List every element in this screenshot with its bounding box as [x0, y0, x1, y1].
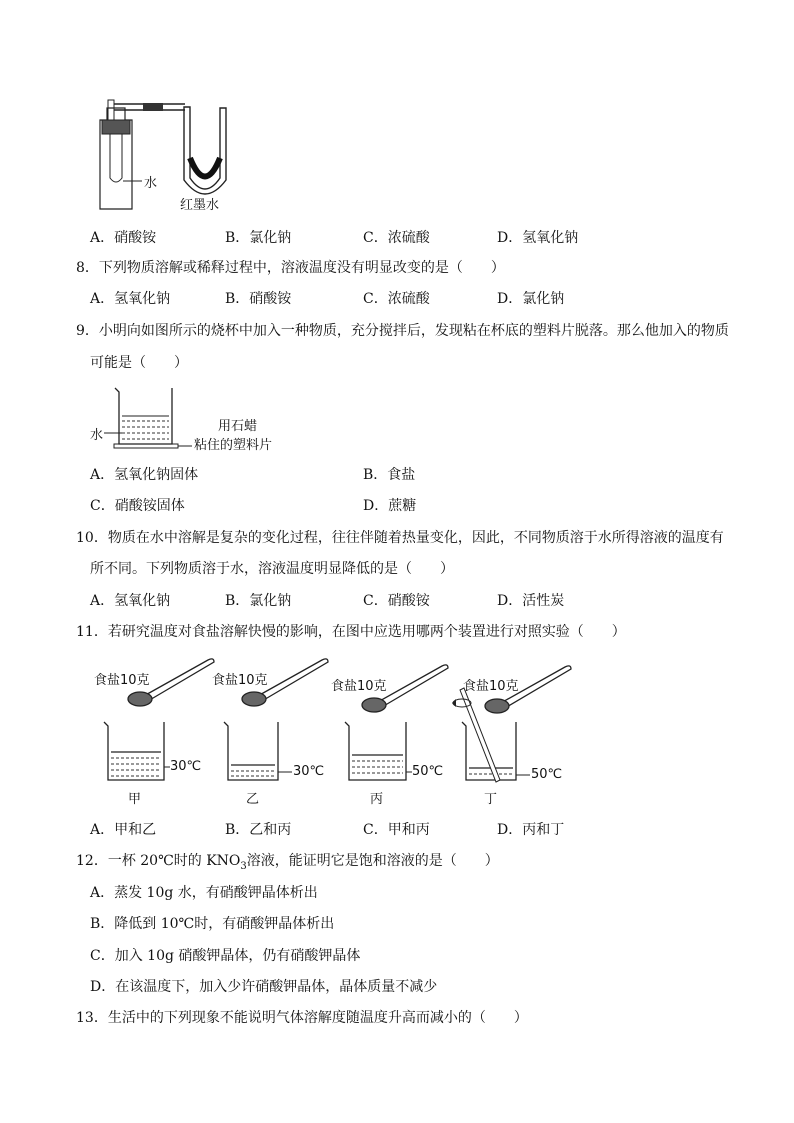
option-b[interactable]: B．氯化钠 [225, 230, 292, 246]
option-b[interactable]: B．乙和丙 [225, 822, 292, 838]
option-a[interactable]: A．氢氧化钠 [90, 593, 171, 609]
option-c[interactable]: C．加入 10g 硝酸钾晶体，仍有硝酸钾晶体 [90, 948, 361, 964]
beaker-2-temp: 30℃ [293, 764, 325, 779]
option-d[interactable]: D．在该温度下，加入少许硝酸钾晶体，晶体质量不减少 [90, 979, 438, 995]
question-stem-line-1: 10．物质在水中溶解是复杂的变化过程，往往伴随着热量变化，因此，不同物质溶于水所得溶液的温度有 [76, 530, 724, 546]
question-stem-line-2: 所不同。下列物质溶于水，溶液温度明显降低的是（ ） [90, 561, 454, 577]
beaker-1-name: 甲 [128, 792, 142, 807]
option-b[interactable]: B．硝酸铵 [225, 291, 292, 307]
beaker-3-temp: 50℃ [412, 764, 444, 779]
option-b[interactable]: B．降低到 10℃时，有硝酸钾晶体析出 [90, 916, 335, 932]
option-c[interactable]: C．甲和丙 [363, 822, 430, 838]
water-label: 水 [90, 428, 104, 443]
option-d[interactable]: D．蔗糖 [363, 498, 417, 514]
beaker-4-name: 丁 [484, 792, 498, 807]
beaker-2-name: 乙 [246, 792, 260, 807]
beaker-3-salt-label: 食盐10克 [331, 679, 387, 694]
stem-prefix: 12．一杯 20℃时的 KNO [76, 853, 241, 869]
question-stem-line-1: 9．小明向如图所示的烧杯中加入一种物质，充分搅拌后，发现粘在杯底的塑料片脱落。那么他加入的物质 [76, 323, 729, 339]
option-a[interactable]: A．蒸发 10g 水，有硝酸钾晶体析出 [90, 885, 318, 901]
option-d[interactable]: D．氯化钠 [497, 291, 565, 307]
question-stem: 8．下列物质溶解或稀释过程中，溶液温度没有明显改变的是（ ） [76, 260, 505, 276]
wax-label-line-2: 粘住的塑料片 [194, 438, 273, 453]
option-c[interactable]: C．浓硫酸 [363, 230, 430, 246]
option-c[interactable]: C．硝酸铵固体 [90, 498, 185, 514]
question-stem-line-2: 可能是（ ） [90, 355, 188, 371]
option-d[interactable]: D．活性炭 [497, 593, 565, 609]
beaker-3-name: 丙 [370, 792, 384, 807]
option-b[interactable]: B．氯化钠 [225, 593, 292, 609]
option-b[interactable]: B．食盐 [363, 467, 416, 483]
option-a[interactable]: A．氢氧化钠固体 [90, 467, 199, 483]
option-d[interactable]: D．氢氧化钠 [497, 230, 579, 246]
option-d[interactable]: D．丙和丁 [497, 822, 565, 838]
red-ink-label: 红墨水 [180, 198, 220, 213]
question-stem: 13．生活中的下列现象不能说明气体溶解度随温度升高而减小的（ ） [76, 1010, 528, 1026]
option-c[interactable]: C．硝酸铵 [363, 593, 430, 609]
option-a[interactable]: A．氢氧化钠 [90, 291, 171, 307]
beaker-2-salt-label: 食盐10克 [212, 673, 268, 688]
beaker-4-temp: 50℃ [531, 767, 563, 782]
beaker-4-salt-label: 食盐10克 [463, 679, 519, 694]
option-c[interactable]: C．浓硫酸 [363, 291, 430, 307]
beaker-1-temp: 30℃ [170, 759, 202, 774]
option-a[interactable]: A．硝酸铵 [90, 230, 157, 246]
water-label: 水 [144, 176, 158, 191]
beaker-1-salt-label: 食盐10克 [94, 673, 150, 688]
question-stem: 11．若研究温度对食盐溶解快慢的影响，在图中应选用哪两个装置进行对照实验（ ） [76, 624, 626, 640]
wax-label-line-1: 用石蜡 [218, 419, 258, 434]
question-stem [76, 851, 499, 877]
formula-subscript: 3 [240, 860, 247, 872]
option-a[interactable]: A．甲和乙 [90, 822, 157, 838]
stem-suffix: 溶液，能证明它是饱和溶液的是（ ） [246, 853, 499, 869]
